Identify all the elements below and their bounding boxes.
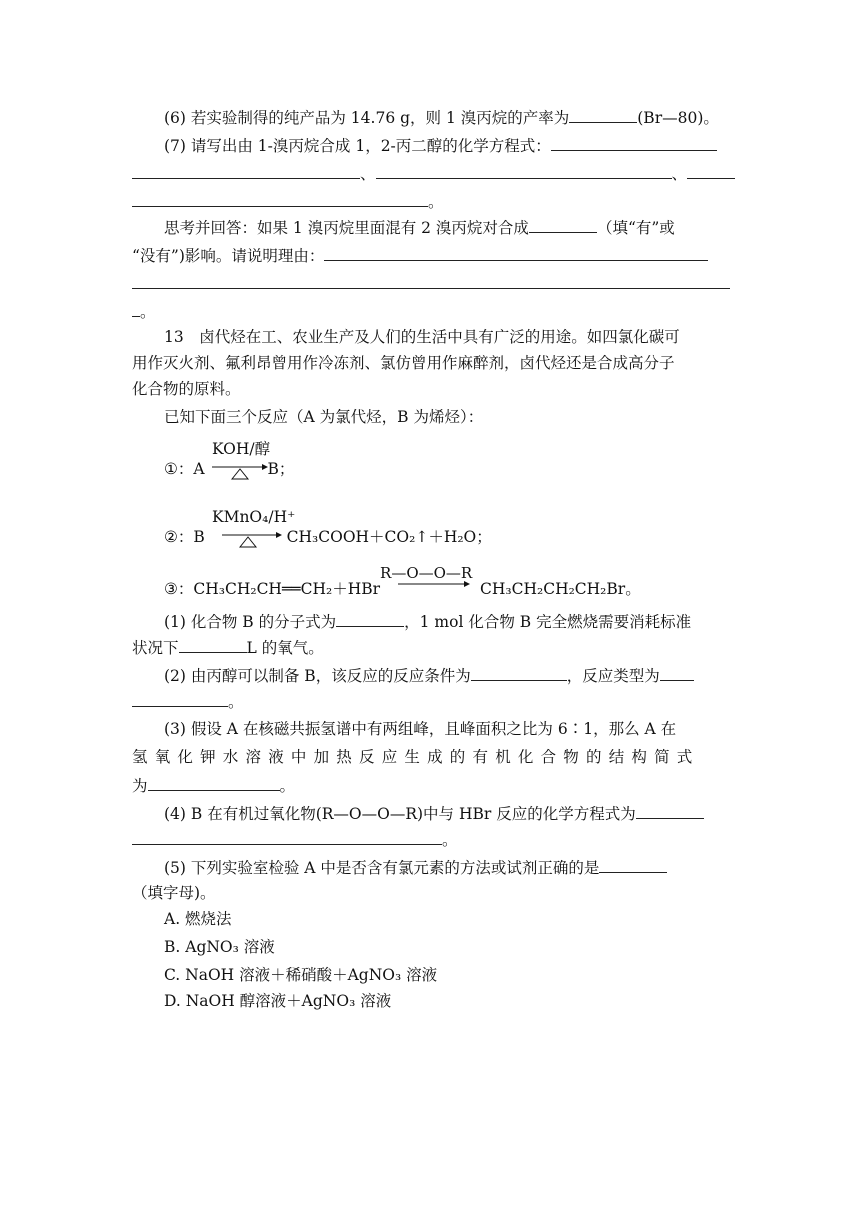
answer-blank[interactable] <box>132 190 428 207</box>
answer-blank[interactable] <box>376 162 672 179</box>
sub-question-3-line3 <box>132 774 295 796</box>
period: 。 <box>279 777 296 795</box>
think-question <box>164 216 675 238</box>
answer-blank[interactable] <box>599 856 667 873</box>
reaction-product: CH₃CH₂CH₂CH₂Br。 <box>480 580 641 598</box>
question-13-line4: 已知下面三个反应（A 为氯代烃，B 为烯烃）： <box>164 408 484 426</box>
question-7-line2 <box>132 162 735 184</box>
reaction-reactant: ①：A <box>164 460 205 478</box>
separator: 、 <box>671 165 688 183</box>
answer-blank[interactable] <box>132 690 228 707</box>
answer-blank[interactable] <box>687 162 735 179</box>
reaction-product: B； <box>267 460 295 478</box>
sub5-text: (5) 下列实验室检验 A 中是否含有氯元素的方法或试剂正确的是 <box>164 859 600 877</box>
reaction-product: CH₃COOH＋CO₂↑＋H₂O； <box>286 528 492 546</box>
sub4-text: (4) B 在有机过氧化物(R—O—O—R)中与 HBr 反应的化学方程式为 <box>164 805 636 823</box>
sub1-text: (1) 化合物 B 的分子式为 <box>164 613 337 631</box>
sub1-line2-suffix: L 的氧气。 <box>246 639 324 657</box>
option-a[interactable]: A. 燃烧法 <box>164 910 232 928</box>
answer-blank[interactable] <box>132 272 730 289</box>
answer-blank[interactable] <box>132 300 140 317</box>
reaction-arrow-icon <box>210 527 282 549</box>
reaction-condition: KMnO₄/H⁺ <box>212 508 296 526</box>
sub-question-2-line2 <box>132 690 244 712</box>
reaction-arrow-icon <box>210 459 268 481</box>
question-13-line2: 用作灭火剂、氟利昂曾用作冷冻剂、氯仿曾用作麻醉剂，卤代烃还是合成高分子 <box>132 354 675 372</box>
sub3-text: 为 <box>132 777 148 795</box>
answer-blank[interactable] <box>132 828 442 845</box>
option-c[interactable]: C. NaOH 溶液＋稀硝酸＋AgNO₃ 溶液 <box>164 966 438 984</box>
question-13-line1: 13 卤代烃在工、农业生产及人们的生活中具有广泛的用途。如四氯化碳可 <box>164 328 680 346</box>
sub-question-1-line2 <box>132 636 324 658</box>
sub-question-5-line2: （填字母)。 <box>132 884 216 902</box>
think-line2 <box>132 244 708 266</box>
answer-blank[interactable] <box>551 134 717 151</box>
option-b[interactable]: B. AgNO₃ 溶液 <box>164 938 275 956</box>
answer-blank[interactable] <box>660 664 694 681</box>
q6-text: (6) 若实验制得的纯产品为 14.76 g，则 1 溴丙烷的产率为 <box>164 109 570 127</box>
option-d[interactable]: D. NaOH 醇溶液＋AgNO₃ 溶液 <box>164 992 392 1010</box>
answer-blank[interactable] <box>336 610 404 627</box>
sub-question-3-line1: (3) 假设 A 在核磁共振氢谱中有两组峰，且峰面积之比为 6∶1，那么 A 在 <box>164 720 677 738</box>
think-line3 <box>132 272 730 294</box>
answer-blank[interactable] <box>324 244 708 261</box>
period: 。 <box>228 693 244 711</box>
reaction-arrow-icon <box>398 576 470 592</box>
reaction-condition: KOH/醇 <box>212 440 271 458</box>
sub-question-2 <box>164 664 694 686</box>
think-text-suffix: （填“有”或 <box>596 219 675 237</box>
reaction-reactant: ③：CH₃CH₂CH══CH₂＋HBr <box>164 580 381 598</box>
sub-question-5 <box>164 856 667 878</box>
question-6 <box>164 106 719 128</box>
question-7 <box>164 134 717 156</box>
answer-blank[interactable] <box>148 774 280 791</box>
think-text: “没有”)影响。请说明理由： <box>132 247 325 265</box>
answer-blank[interactable] <box>636 802 704 819</box>
answer-blank[interactable] <box>132 162 360 179</box>
sub-question-4 <box>164 802 704 824</box>
q7-text: (7) 请写出由 1-溴丙烷合成 1，2-丙二醇的化学方程式： <box>164 137 551 155</box>
period: 。 <box>442 831 458 849</box>
reaction-condition: R—O—O—R <box>380 564 473 582</box>
sub2-text-mid: ，反应类型为 <box>566 667 660 685</box>
question-7-line3 <box>132 190 444 212</box>
answer-blank[interactable] <box>179 636 247 653</box>
sub-question-3-line2: 氢氧化钾水溶液中加热反应生成的有机化合物的结构简式 <box>132 748 700 766</box>
q6-suffix: (Br—80)。 <box>637 109 719 127</box>
sub1-line2-text: 状况下 <box>132 639 179 657</box>
answer-blank[interactable] <box>529 216 597 233</box>
sub2-text: (2) 由丙醇可以制备 B，该反应的反应条件为 <box>164 667 471 685</box>
period: 。 <box>428 193 444 211</box>
question-13-line3: 化合物的原料。 <box>132 380 241 398</box>
reaction-reactant: ②：B <box>164 528 205 546</box>
sub-question-1 <box>164 610 691 632</box>
period: 。 <box>140 303 156 321</box>
separator: 、 <box>360 165 376 183</box>
answer-blank[interactable] <box>569 106 637 123</box>
sub-question-4-line2 <box>132 828 458 850</box>
think-text: 思考并回答：如果 1 溴丙烷里面混有 2 溴丙烷对合成 <box>164 219 529 237</box>
answer-blank[interactable] <box>471 664 567 681</box>
sub1-text-mid: ，1 mol 化合物 B 完全燃烧需要消耗标准 <box>404 613 692 631</box>
think-line4 <box>132 300 156 322</box>
